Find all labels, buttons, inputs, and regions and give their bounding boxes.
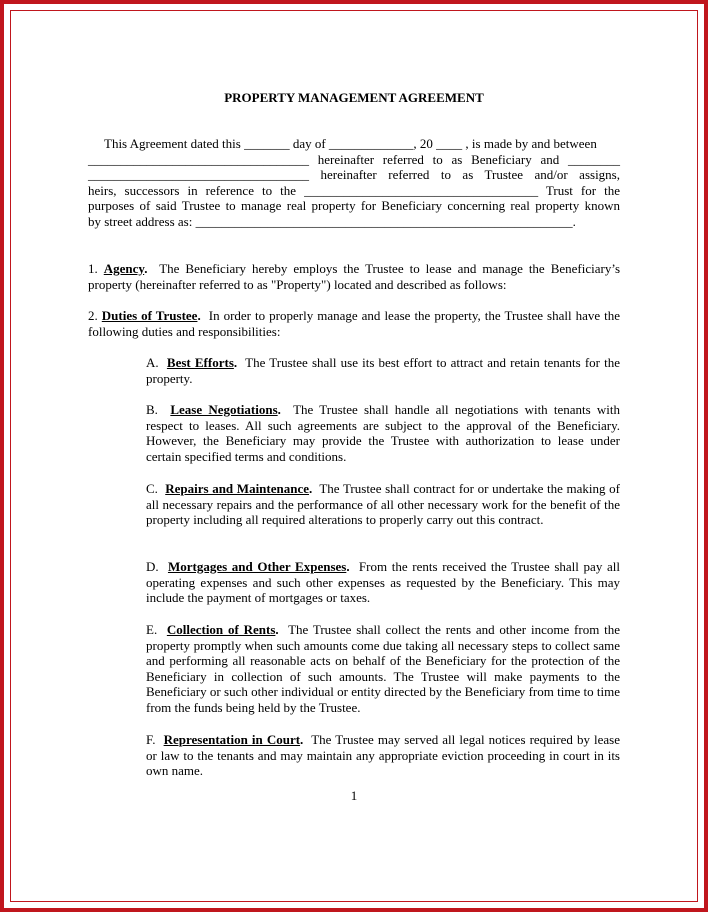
duty-text: The Trustee may served all legal notices required by lease or law to the tenants and may maintain any appropriate eviction proceeding in court in its own name. — [146, 732, 621, 779]
duty-heading: Mortgages and Other Expenses — [167, 559, 347, 574]
section-text: The Beneficiary hereby employs the Trustee to lease and manage the Beneficiary’s property (hereinafter referred to as "Property") located and described as follows: — [88, 261, 620, 292]
intro-line-1: This Agreement dated this _______ day of _____________, 20 ____ , is made by and between — [104, 136, 597, 151]
duty-heading: Collection of Rents — [166, 622, 276, 637]
duty-text: The Trustee shall contract for or undertake the making of all necessary repairs and the performance of all other necessary work for the benefit of the property including all required alterations to properly carry out this contract. — [146, 481, 621, 528]
duty-heading: Representation in Court — [163, 732, 301, 747]
duty-text: From the rents received the Trustee shall pay all operating expenses and such other expenses as requested by the Beneficiary. This may include the payment of mortgages or taxes. — [146, 559, 620, 606]
section-number: 1. — [88, 261, 98, 276]
duty-text: The Trustee shall collect the rents and other income from the property promptly when such amounts come due taking all necessary steps to collect same and performing all reasonable acts on behalf of the Beneficiary for the protection of the Beneficiary in collection of such amounts. The Trustee will make payments to the Beneficiary or such other individual or entity directed by the Beneficiary from time to time from the funds being held by the Trustee. — [146, 622, 621, 715]
duty-text: The Trustee shall handle all negotiations with tenants with respect to leases. All such agreements are subject to the approval of the Beneficiary. However, the Beneficiary may provide the Trustee with authorization to lease under certain specified terms and conditions. — [146, 402, 621, 464]
duty-heading: Best Efforts — [166, 355, 234, 370]
duty-letter: D. — [146, 559, 159, 574]
duty-collection-of-rents: E. Collection of Rents. The Trustee shall collect the rents and other income from the property promptly when such amounts come due taking all necessary steps to collect same and performing all reasonable acts on behalf of the Beneficiary for the protection of the Beneficiary in collection of such amounts. The Trustee will make payments to the Beneficiary or such other individual or entity directed by the Beneficiary from time to time from the funds being held by the Trustee. — [146, 622, 621, 715]
intro-line-3: __________________________________ hereinafter referred to as Trustee and/or assigns, — [88, 167, 620, 182]
duty-best-efforts: A. Best Efforts. The Trustee shall use its best effort to attract and retain tenants for the property. — [146, 355, 620, 386]
section-heading-agency: Agency — [103, 261, 145, 276]
duty-letter: C. — [146, 481, 158, 496]
intro-line-2: __________________________________ hereinafter referred to as Beneficiary and ________ — [88, 152, 620, 167]
section-duties: 2. Duties of Trustee. In order to properly manage and lease the property, the Trustee shall have the following duties and responsibilities: — [88, 308, 621, 339]
page-number: 1 — [350, 788, 358, 803]
intro-line-4: heirs, successors in reference to the ____________________________________ Trust for the — [88, 183, 620, 198]
duty-text: The Trustee shall use its best effort to attract and retain tenants for the property. — [146, 355, 620, 386]
intro-line-6: by street address as: __________________________________________________________. — [88, 214, 576, 229]
section-agency: 1. Agency. The Beneficiary hereby employs the Trustee to lease and manage the Beneficiary’s property (hereinafter referred to as "Property") located and described as follows: — [88, 261, 620, 292]
duty-lease-negotiations: B. Lease Negotiations. The Trustee shall handle all negotiations with tenants with respect to leases. All such agreements are subject to the approval of the Beneficiary. However, the Beneficiary may provide the Trustee with authorization to lease under certain specified terms and conditions. — [146, 402, 621, 464]
duty-letter: F. — [146, 732, 156, 747]
duty-heading: Repairs and Maintenance — [165, 481, 310, 496]
section-number: 2. — [88, 308, 98, 323]
section-heading-duties: Duties of Trustee — [101, 308, 198, 323]
document-title: PROPERTY MANAGEMENT AGREEMENT — [224, 90, 484, 105]
duty-heading: Lease Negotiations — [170, 402, 278, 417]
duty-representation-in-court: F. Representation in Court. The Trustee may served all legal notices required by lease or law to the tenants and may maintain any appropriate eviction proceeding in court in its own name. — [146, 732, 621, 779]
duty-letter: E. — [146, 622, 158, 637]
intro-line-5: purposes of said Trustee to manage real property for Beneficiary concerning real property known — [88, 198, 620, 213]
duty-repairs-maintenance: C. Repairs and Maintenance. The Trustee shall contract for or undertake the making of all necessary repairs and the performance of all other necessary work for the benefit of the property including all required alterations to properly carry out this contract. — [146, 481, 621, 528]
duty-letter: B. — [146, 402, 158, 417]
duty-mortgages-expenses: D. Mortgages and Other Expenses. From the rents received the Trustee shall pay all operating expenses and such other expenses as requested by the Beneficiary. This may include the payment of mortgages or taxes. — [146, 559, 620, 606]
section-text: In order to properly manage and lease the property, the Trustee shall have the following duties and responsibilities: — [88, 308, 621, 339]
duty-letter: A. — [146, 355, 159, 370]
